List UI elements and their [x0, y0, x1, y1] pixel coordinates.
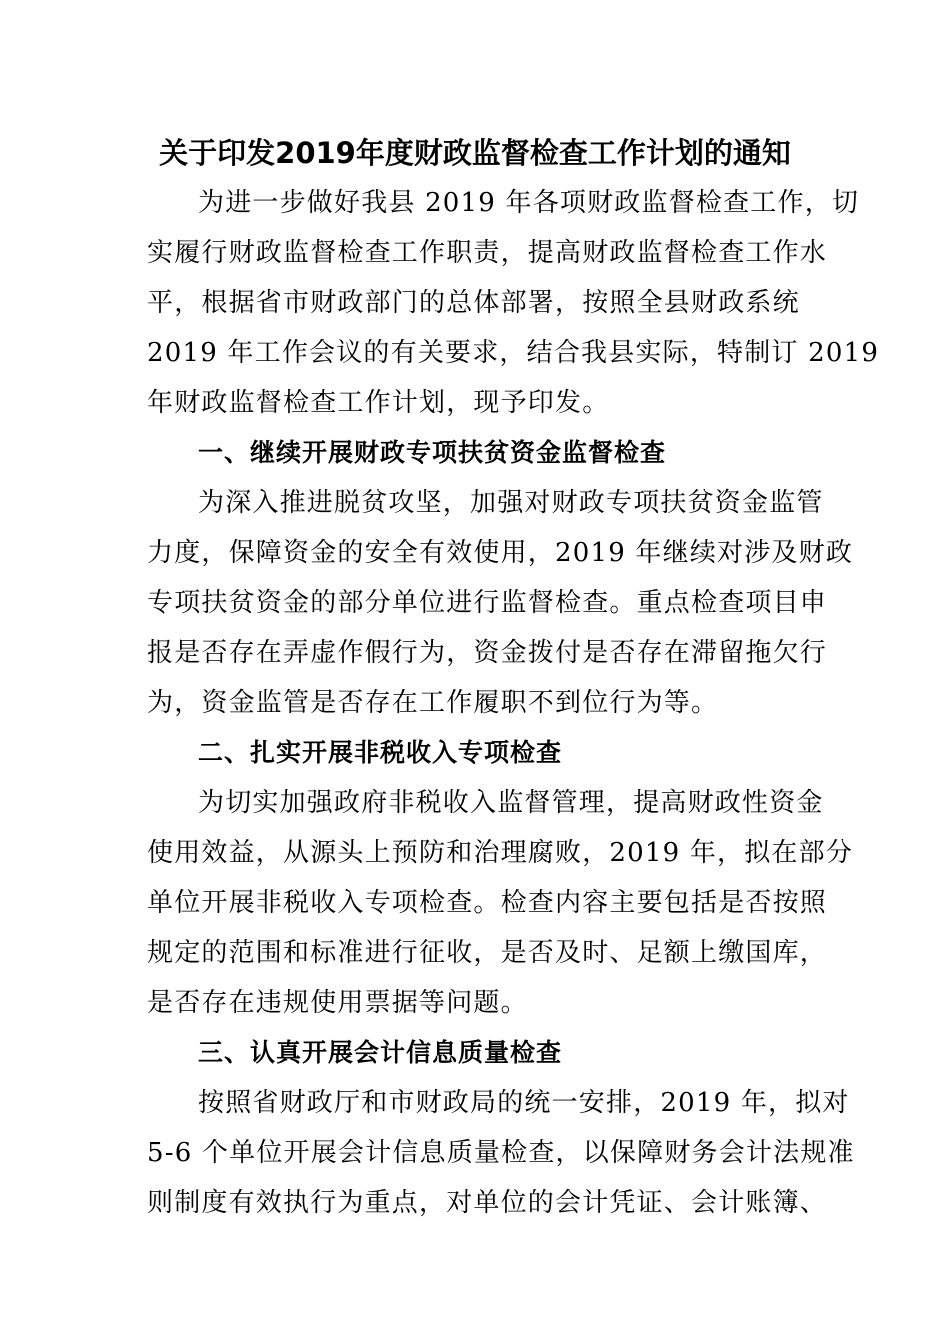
paragraph-line: 则制度有效执行为重点，对单位的会计凭证、会计账簿、: [147, 1188, 828, 1218]
paragraph-line: 力度，保障资金的安全有效使用，2019 年继续对涉及财政: [147, 538, 854, 568]
paragraph-line: 5-6 个单位开展会计信息质量检查，以保障财务会计法规准: [147, 1138, 855, 1168]
section-heading: 二、扎实开展非税收入专项检查: [198, 738, 563, 767]
paragraph-line: 为，资金监管是否存在工作履职不到位行为等。: [147, 688, 719, 718]
paragraph-line: 是否存在违规使用票据等问题。: [147, 988, 528, 1018]
paragraph-line: 单位开展非税收入专项检查。检查内容主要包括是否按照: [147, 888, 828, 918]
paragraph-line: 按照省财政厅和市财政局的统一安排，2019 年，拟对: [198, 1088, 850, 1118]
section-heading: 三、认真开展会计信息质量检查: [198, 1038, 563, 1067]
paragraph-line: 规定的范围和标准进行征收，是否及时、足额上缴国库，: [147, 938, 828, 968]
section-heading: 一、继续开展财政专项扶贫资金监督检查: [198, 438, 667, 467]
paragraph-line: 报是否存在弄虚作假行为，资金拨付是否存在滞留拖欠行: [147, 638, 828, 668]
paragraph-line: 年财政监督检查工作计划，现予印发。: [147, 388, 610, 418]
paragraph-line: 平，根据省市财政部门的总体部署，按照全县财政系统: [147, 288, 800, 318]
paragraph-line: 实履行财政监督检查工作职责，提高财政监督检查工作水: [147, 238, 828, 268]
document-title: 关于印发2019年度财政监督检查工作计划的通知: [159, 136, 791, 170]
paragraph-line: 为切实加强政府非税收入监督管理，提高财政性资金: [198, 788, 824, 818]
paragraph-line: 为深入推进脱贫攻坚，加强对财政专项扶贫资金监管: [198, 488, 824, 518]
paragraph-line: 专项扶贫资金的部分单位进行监督检查。重点检查项目申: [147, 588, 828, 618]
paragraph-line: 使用效益，从源头上预防和治理腐败，2019 年，拟在部分: [147, 838, 854, 868]
paragraph-line: 2019 年工作会议的有关要求，结合我县实际，特制订 2019: [147, 338, 880, 368]
paragraph-line: 为进一步做好我县 2019 年各项财政监督检查工作，切: [198, 188, 860, 218]
